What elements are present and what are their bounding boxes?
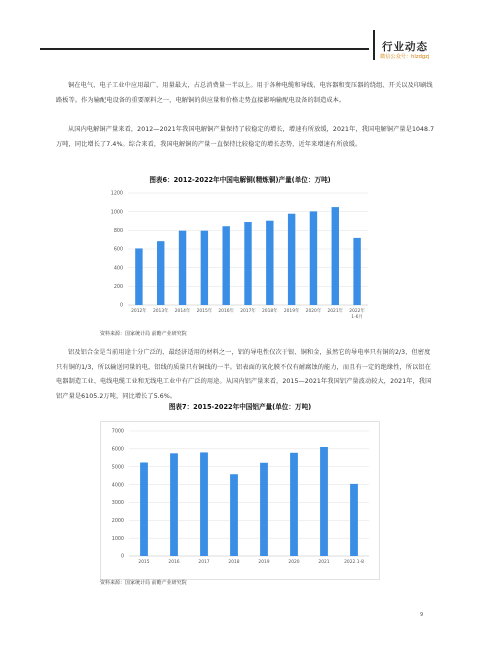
x-tick-label: 2018年 (262, 309, 278, 314)
header-rule (40, 48, 369, 50)
bar (266, 221, 273, 305)
x-tick-label: 2021 (318, 560, 330, 565)
paragraph-copy-output: 从国内电解铜产量来看，2012—2021年我国电解铜产量保持了较稳定的增长，增速有所放缓，2021年，我国电解铜产量是1048.7万吨，同比增长了7.4%。综合来看，我国电解铜的产量一直保持比较稳定的增长态势，近年来增速有所放缓。 (56, 126, 435, 148)
y-tick-label: 400 (113, 266, 123, 272)
x-tick-label: 2020年 (305, 309, 322, 314)
bar (332, 207, 339, 305)
x-tick-label: 2015 (138, 560, 150, 565)
y-tick-label: 1000 (111, 536, 124, 542)
header-divider (373, 30, 375, 60)
x-tick-label: 2016年 (218, 309, 234, 314)
figure-7-caption: 图表7：2015-2022年中国铝产量(单位：万吨) (168, 403, 312, 411)
x-tick-label: 2021年 (327, 309, 344, 314)
bar (135, 248, 142, 305)
x-tick-label: 1-6月 (351, 315, 363, 320)
bar (260, 463, 268, 556)
y-tick-label: 3000 (111, 501, 124, 507)
paragraph-copy-usage: 铜在电气、电子工业中应用最广、用量最大，占总消费量一半以上。用于各种电缆和导线、电容器和变压器的绕组、开关以及印刷线路板等。作为输配电设备的重要原料之一，电解铜的供应量和价格走势直接影响输配电设备的制造成本。 (56, 82, 433, 104)
bar (353, 238, 360, 305)
bar (350, 484, 358, 556)
x-tick-label: 2022年 (349, 309, 365, 314)
copy-output-chart (100, 184, 378, 329)
y-tick-label: 6000 (111, 447, 124, 453)
bar (140, 463, 148, 557)
y-tick-label: 4000 (111, 483, 124, 489)
x-tick-label: 2020 (288, 560, 300, 565)
bar (201, 231, 208, 305)
bar (222, 226, 229, 305)
x-tick-label: 2022.1-8 (344, 560, 364, 565)
bar (320, 447, 328, 556)
bar (230, 474, 238, 556)
y-tick-label: 0 (120, 554, 124, 560)
aluminum-output-chart (100, 421, 380, 580)
header-title: 行业动态 (382, 41, 428, 53)
bar (288, 214, 295, 305)
aluminum-output-chart-svg (101, 422, 379, 579)
x-tick-label: 2017年 (240, 309, 256, 314)
bar (170, 453, 178, 556)
x-tick-label: 2014年 (174, 309, 191, 314)
x-tick-label: 2017 (198, 560, 210, 565)
bar (310, 211, 317, 305)
paragraph-aluminum: 铝及铝合金是当前用途十分广泛的、最经济适用的材料之一，铝的导电性仅次于银、铜和金，虽然它的导电率只有铜的2/3，但密度只有铜的1/3，所以输送同量的电，铝线的质量只有铜线的一半。铝表面的氧化膜不仅有耐腐蚀的能力，而且有一定的绝缘性，所以铝在电器制造工业、电线电缆工业和无线电工业中有广泛的用途。从国内铝产量来看，2015—2021年我国铝产量波动较大，2021年，我国铝产量是6105.2万吨，同比增长了5.6%。 (56, 349, 432, 400)
x-tick-label: 2019年 (283, 309, 300, 314)
figure-6-caption: 图表6：2012-2022年中国电解铜(精炼铜)产量(单位：万吨) (149, 176, 331, 184)
x-tick-label: 2019 (258, 560, 270, 565)
x-tick-label: 2013年 (152, 309, 169, 314)
x-tick-label: 2018 (228, 560, 240, 565)
bar (200, 452, 208, 556)
copy-output-chart-svg (100, 184, 378, 329)
figure-7-source: 资料来源：国家统计局 前瞻产业研究院 (100, 580, 187, 586)
y-tick-label: 1000 (110, 210, 123, 216)
figure-6-source: 资料来源：国家统计局 前瞻产业研究院 (100, 331, 187, 337)
y-tick-label: 0 (119, 303, 123, 309)
x-tick-label: 2012年 (131, 309, 147, 314)
header-subtitle: 微信公众号：hlzdgzj (380, 54, 430, 60)
x-tick-label: 2015年 (196, 309, 213, 314)
y-tick-label: 1200 (110, 191, 123, 197)
y-tick-label: 7000 (111, 429, 124, 435)
bar (290, 453, 298, 556)
bar (157, 241, 164, 305)
bar (179, 231, 186, 305)
page-number: 9 (420, 612, 424, 618)
y-tick-label: 5000 (111, 465, 124, 471)
y-tick-label: 800 (113, 229, 123, 235)
y-tick-label: 600 (113, 247, 123, 253)
bar (244, 222, 251, 305)
y-tick-label: 2000 (111, 518, 124, 524)
y-tick-label: 200 (113, 285, 123, 291)
x-tick-label: 2016 (168, 560, 180, 565)
